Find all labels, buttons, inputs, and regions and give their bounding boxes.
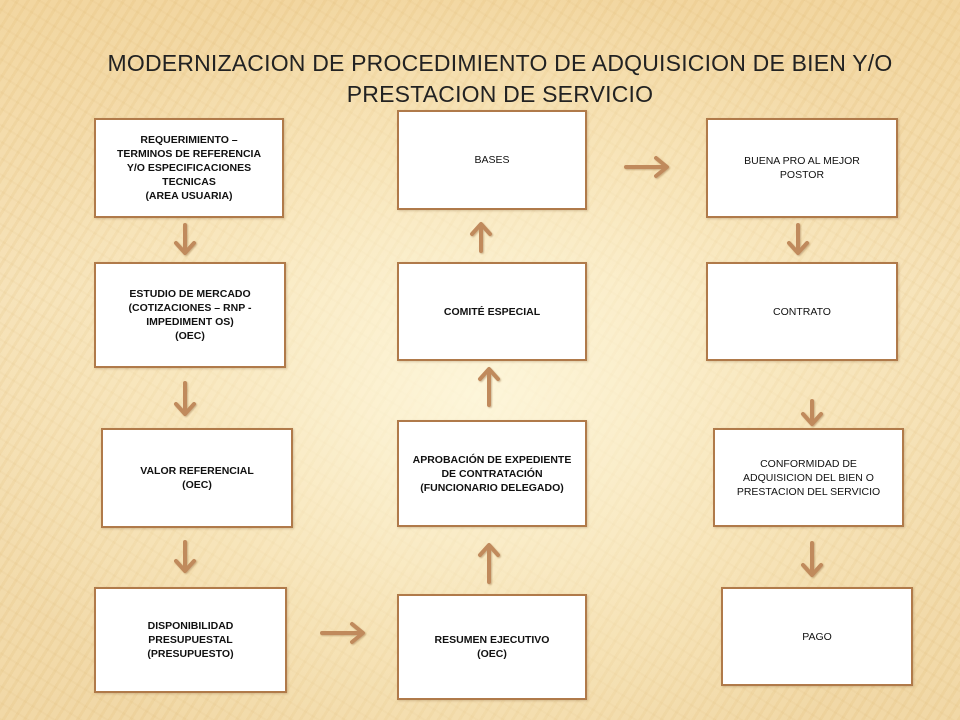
box-comite-especial: COMITÉ ESPECIAL	[397, 262, 587, 361]
arrow-up-1	[480, 545, 498, 582]
arrow-down-2	[176, 383, 194, 414]
box-requerimiento: REQUERIMIENTO – TERMINOS DE REFERENCIA Y/O ESPECIFICACIONES TECNICAS (AREA USUARIA)	[94, 118, 284, 218]
box-buena-pro: BUENA PRO AL MEJOR POSTOR	[706, 118, 898, 218]
arrow-up-2	[480, 369, 498, 405]
arrow-down-5	[803, 401, 821, 424]
box-estudio-mercado: ESTUDIO DE MERCADO (COTIZACIONES – RNP - IMPEDIMENT OS) (OEC)	[94, 262, 286, 368]
arrow-down-3	[176, 542, 194, 571]
arrow-down-6	[803, 543, 821, 575]
box-aprobacion-expediente: APROBACIÓN DE EXPEDIENTE DE CONTRATACIÓN (FUNCIONARIO DELEGADO)	[397, 420, 587, 527]
box-valor-referencial: VALOR REFERENCIAL (OEC)	[101, 428, 293, 528]
page-title: MODERNIZACION DE PROCEDIMIENTO DE ADQUISICION DE BIEN Y/O PRESTACION DE SERVICIO	[107, 50, 893, 107]
arrow-right-2	[626, 158, 667, 176]
box-bases: BASES	[397, 110, 587, 210]
arrow-right-1	[322, 624, 363, 642]
box-conformidad: CONFORMIDAD DE ADQUISICION DEL BIEN O PRESTACION DEL SERVICIO	[713, 428, 904, 527]
arrow-down-1	[176, 225, 194, 253]
box-resumen-ejecutivo: RESUMEN EJECUTIVO (OEC)	[397, 594, 587, 700]
arrow-up-3	[472, 224, 490, 251]
arrow-down-4	[789, 225, 807, 253]
box-pago: PAGO	[721, 587, 913, 686]
box-contrato: CONTRATO	[706, 262, 898, 361]
box-disponibilidad: DISPONIBILIDAD PRESUPUESTAL (PRESUPUESTO)	[94, 587, 287, 693]
